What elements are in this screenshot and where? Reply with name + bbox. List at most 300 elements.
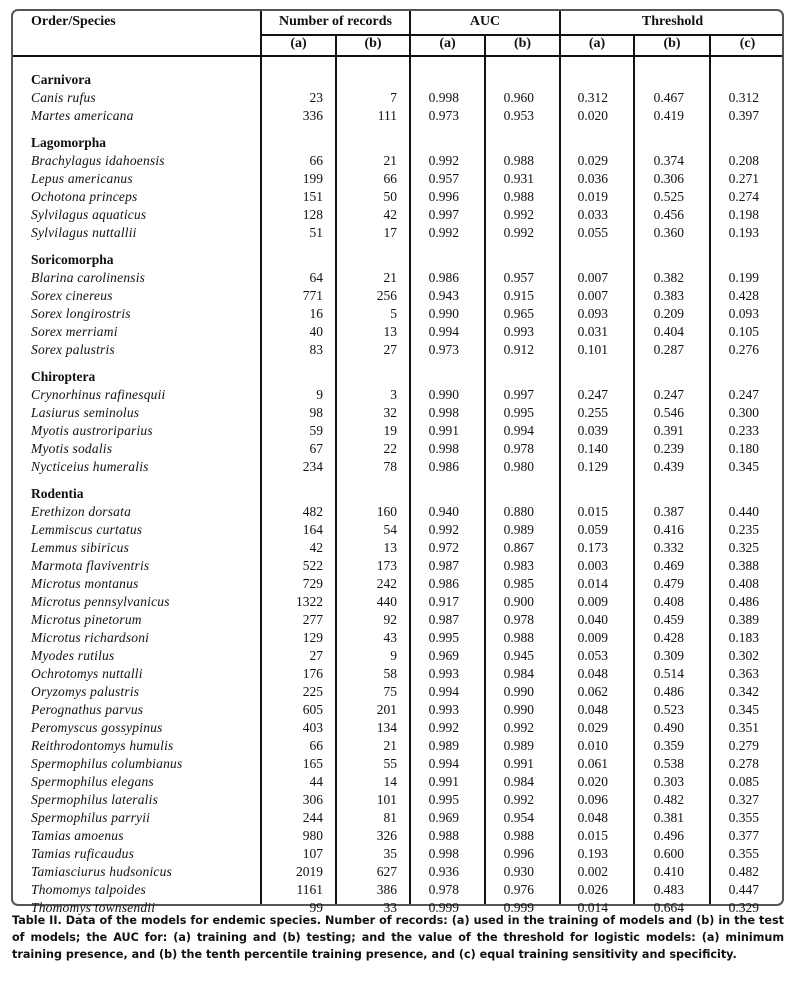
cell-records-a: 176 — [302, 666, 323, 681]
cell-threshold-b: 0.459 — [653, 612, 684, 627]
cell-auc-b: 0.880 — [503, 504, 534, 519]
cell-auc-b: 0.990 — [503, 684, 534, 699]
cell-threshold-b: 0.456 — [653, 207, 684, 222]
cell-threshold-c: 0.345 — [728, 459, 759, 474]
cell-threshold-c: 0.198 — [728, 207, 759, 222]
cell-records-b: 21 — [383, 270, 397, 285]
cell-auc-b: 0.992 — [503, 792, 534, 807]
cell-auc-a: 0.994 — [428, 684, 459, 699]
cell-threshold-a: 0.129 — [577, 459, 608, 474]
cell-auc-b: 0.978 — [503, 441, 534, 456]
cell-threshold-b: 0.332 — [653, 540, 684, 555]
cell-threshold-c: 0.342 — [728, 684, 759, 699]
species-name: Myotis austroriparius — [31, 423, 153, 438]
cell-threshold-b: 0.309 — [653, 648, 684, 663]
cell-records-b: 21 — [383, 153, 397, 168]
cell-threshold-c: 0.408 — [728, 576, 759, 591]
cell-records-a: 16 — [309, 306, 323, 321]
species-name: Ochotona princeps — [31, 189, 138, 204]
cell-auc-b: 0.989 — [503, 738, 534, 753]
cell-auc-b: 0.900 — [503, 594, 534, 609]
cell-records-a: 729 — [302, 576, 323, 591]
cell-threshold-a: 0.173 — [577, 540, 608, 555]
cell-auc-b: 0.989 — [503, 522, 534, 537]
cell-threshold-c: 0.300 — [728, 405, 759, 420]
species-name: Myodes rutilus — [31, 648, 115, 663]
species-name: Perognathus parvus — [31, 702, 144, 717]
cell-threshold-b: 0.419 — [653, 108, 684, 123]
cell-records-b: 21 — [383, 738, 397, 753]
cell-auc-a: 0.973 — [428, 342, 459, 357]
cell-records-a: 128 — [302, 207, 323, 222]
cell-records-b: 14 — [383, 774, 397, 789]
species-name: Lepus americanus — [31, 171, 133, 186]
cell-auc-b: 0.960 — [503, 90, 534, 105]
cell-auc-a: 0.992 — [428, 225, 459, 240]
cell-records-b: 627 — [376, 864, 397, 879]
table-row — [13, 629, 782, 647]
cell-records-a: 66 — [309, 153, 323, 168]
header-divider — [13, 55, 782, 57]
cell-threshold-b: 0.538 — [653, 756, 684, 771]
cell-threshold-a: 0.062 — [577, 684, 608, 699]
cell-threshold-c: 0.345 — [728, 702, 759, 717]
cell-records-b: 440 — [376, 594, 397, 609]
cell-threshold-c: 0.208 — [728, 153, 759, 168]
cell-auc-b: 0.992 — [503, 225, 534, 240]
species-name: Spermophilus lateralis — [31, 792, 159, 807]
cell-auc-b: 0.984 — [503, 666, 534, 681]
table-row — [13, 809, 782, 827]
cell-threshold-b: 0.387 — [653, 504, 684, 519]
cell-auc-b: 0.984 — [503, 774, 534, 789]
cell-auc-a: 0.990 — [428, 306, 459, 321]
cell-threshold-c: 0.482 — [728, 864, 759, 879]
cell-records-a: 164 — [302, 522, 323, 537]
cell-records-b: 78 — [383, 459, 397, 474]
cell-records-b: 32 — [383, 405, 397, 420]
cell-threshold-b: 0.360 — [653, 225, 684, 240]
cell-threshold-b: 0.514 — [653, 666, 684, 681]
cell-threshold-b: 0.381 — [653, 810, 684, 825]
cell-threshold-a: 0.015 — [577, 828, 608, 843]
cell-records-b: 66 — [383, 171, 397, 186]
table-row — [13, 206, 782, 224]
cell-threshold-a: 0.009 — [577, 594, 608, 609]
cell-threshold-c: 0.428 — [728, 288, 759, 303]
table-row — [13, 701, 782, 719]
cell-records-b: 19 — [383, 423, 397, 438]
group-row — [13, 251, 782, 269]
cell-threshold-c: 0.312 — [728, 90, 759, 105]
table-row — [13, 341, 782, 359]
cell-threshold-c: 0.302 — [728, 648, 759, 663]
cell-threshold-b: 0.546 — [653, 405, 684, 420]
cell-auc-a: 0.987 — [428, 558, 459, 573]
cell-records-b: 75 — [383, 684, 397, 699]
cell-records-b: 17 — [383, 225, 397, 240]
table-row — [13, 719, 782, 737]
cell-threshold-b: 0.383 — [653, 288, 684, 303]
cell-records-b: 22 — [383, 441, 397, 456]
species-name: Sylvilagus aquaticus — [31, 207, 147, 222]
cell-records-b: 173 — [376, 558, 397, 573]
cell-auc-b: 0.867 — [503, 540, 534, 555]
cell-auc-b: 0.994 — [503, 423, 534, 438]
cell-records-a: 129 — [302, 630, 323, 645]
species-name: Brachylagus idahoensis — [31, 153, 165, 168]
cell-records-b: 13 — [383, 324, 397, 339]
species-name: Lemmiscus curtatus — [31, 522, 143, 537]
cell-records-b: 33 — [383, 900, 397, 915]
cell-threshold-b: 0.428 — [653, 630, 684, 645]
cell-records-a: 42 — [309, 540, 323, 555]
cell-threshold-a: 0.029 — [577, 153, 608, 168]
cell-threshold-c: 0.388 — [728, 558, 759, 573]
cell-auc-a: 0.969 — [428, 648, 459, 663]
cell-records-a: 44 — [309, 774, 323, 789]
cell-auc-a: 0.991 — [428, 423, 459, 438]
cell-auc-a: 0.943 — [428, 288, 459, 303]
cell-auc-a: 0.992 — [428, 153, 459, 168]
cell-threshold-b: 0.306 — [653, 171, 684, 186]
cell-records-b: 201 — [376, 702, 397, 717]
table-row — [13, 881, 782, 899]
header-auc-b: (b) — [513, 36, 532, 51]
cell-auc-b: 0.988 — [503, 828, 534, 843]
cell-threshold-a: 0.007 — [577, 288, 608, 303]
cell-threshold-b: 0.374 — [653, 153, 684, 168]
cell-records-a: 199 — [302, 171, 323, 186]
cell-auc-a: 0.992 — [428, 522, 459, 537]
cell-records-b: 58 — [383, 666, 397, 681]
cell-records-a: 99 — [309, 900, 323, 915]
cell-records-a: 66 — [309, 738, 323, 753]
cell-records-a: 23 — [309, 90, 323, 105]
header-species: Order/Species — [31, 14, 116, 29]
cell-threshold-a: 0.255 — [577, 405, 608, 420]
cell-threshold-b: 0.600 — [653, 846, 684, 861]
cell-threshold-a: 0.101 — [577, 342, 608, 357]
cell-threshold-c: 0.389 — [728, 612, 759, 627]
cell-threshold-b: 0.439 — [653, 459, 684, 474]
cell-records-a: 83 — [309, 342, 323, 357]
cell-records-a: 234 — [302, 459, 323, 474]
cell-records-a: 980 — [302, 828, 323, 843]
cell-threshold-a: 0.055 — [577, 225, 608, 240]
species-name: Spermophilus elegans — [31, 774, 154, 789]
cell-records-a: 522 — [302, 558, 323, 573]
cell-records-a: 2019 — [296, 864, 323, 879]
table-row — [13, 305, 782, 323]
cell-threshold-b: 0.359 — [653, 738, 684, 753]
cell-threshold-a: 0.040 — [577, 612, 608, 627]
cell-records-b: 81 — [383, 810, 397, 825]
cell-auc-b: 0.993 — [503, 324, 534, 339]
cell-threshold-c: 0.085 — [728, 774, 759, 789]
cell-auc-b: 0.945 — [503, 648, 534, 663]
cell-threshold-a: 0.048 — [577, 666, 608, 681]
cell-auc-a: 0.992 — [428, 720, 459, 735]
cell-auc-a: 0.998 — [428, 846, 459, 861]
cell-auc-b: 0.976 — [503, 882, 534, 897]
cell-auc-a: 0.998 — [428, 405, 459, 420]
cell-threshold-c: 0.279 — [728, 738, 759, 753]
species-name: Microtus montanus — [31, 576, 139, 591]
cell-threshold-c: 0.180 — [728, 441, 759, 456]
species-name: Tamias amoenus — [31, 828, 124, 843]
species-name: Sorex cinereus — [31, 288, 113, 303]
table-row — [13, 665, 782, 683]
cell-records-a: 244 — [302, 810, 323, 825]
cell-auc-a: 0.997 — [428, 207, 459, 222]
cell-threshold-a: 0.003 — [577, 558, 608, 573]
cell-records-b: 27 — [383, 342, 397, 357]
cell-auc-a: 0.972 — [428, 540, 459, 555]
cell-threshold-a: 0.053 — [577, 648, 608, 663]
cell-threshold-b: 0.483 — [653, 882, 684, 897]
cell-auc-a: 0.994 — [428, 756, 459, 771]
table-row — [13, 440, 782, 458]
cell-auc-b: 0.995 — [503, 405, 534, 420]
group-label: Lagomorpha — [31, 135, 107, 150]
cell-threshold-a: 0.036 — [577, 171, 608, 186]
table-row — [13, 323, 782, 341]
cell-threshold-a: 0.031 — [577, 324, 608, 339]
species-name: Canis rufus — [31, 90, 96, 105]
cell-records-b: 35 — [383, 846, 397, 861]
cell-records-a: 51 — [309, 225, 323, 240]
cell-records-a: 403 — [302, 720, 323, 735]
cell-threshold-c: 0.233 — [728, 423, 759, 438]
table-row — [13, 737, 782, 755]
table-row — [13, 152, 782, 170]
group-label: Chiroptera — [31, 369, 96, 384]
cell-threshold-a: 0.048 — [577, 702, 608, 717]
cell-records-b: 54 — [383, 522, 397, 537]
group-row — [13, 134, 782, 152]
cell-threshold-c: 0.440 — [728, 504, 759, 519]
cell-threshold-a: 0.048 — [577, 810, 608, 825]
cell-threshold-a: 0.026 — [577, 882, 608, 897]
cell-threshold-a: 0.010 — [577, 738, 608, 753]
table-row — [13, 89, 782, 107]
cell-threshold-a: 0.033 — [577, 207, 608, 222]
cell-records-b: 160 — [376, 504, 397, 519]
cell-threshold-a: 0.312 — [577, 90, 608, 105]
cell-threshold-a: 0.140 — [577, 441, 608, 456]
cell-auc-b: 0.992 — [503, 207, 534, 222]
cell-threshold-c: 0.397 — [728, 108, 759, 123]
cell-threshold-b: 0.469 — [653, 558, 684, 573]
cell-threshold-a: 0.002 — [577, 864, 608, 879]
header-records-b: (b) — [364, 36, 382, 51]
species-name: Microtus pennsylvanicus — [31, 594, 170, 609]
cell-auc-a: 0.989 — [428, 738, 459, 753]
cell-auc-b: 0.980 — [503, 459, 534, 474]
cell-auc-b: 0.991 — [503, 756, 534, 771]
table-row — [13, 773, 782, 791]
species-name: Lasiurus seminolus — [31, 405, 140, 420]
cell-records-b: 101 — [376, 792, 397, 807]
cell-records-a: 40 — [309, 324, 323, 339]
cell-threshold-a: 0.020 — [577, 108, 608, 123]
cell-threshold-b: 0.391 — [653, 423, 684, 438]
cell-auc-a: 0.969 — [428, 810, 459, 825]
cell-records-b: 134 — [376, 720, 397, 735]
cell-threshold-a: 0.015 — [577, 504, 608, 519]
cell-threshold-c: 0.276 — [728, 342, 759, 357]
species-name: Lemmus sibiricus — [31, 540, 130, 555]
cell-auc-b: 0.931 — [503, 171, 534, 186]
table-row — [13, 386, 782, 404]
cell-threshold-a: 0.009 — [577, 630, 608, 645]
cell-auc-b: 0.996 — [503, 846, 534, 861]
cell-auc-a: 0.994 — [428, 324, 459, 339]
table-row — [13, 170, 782, 188]
cell-auc-a: 0.986 — [428, 270, 459, 285]
species-name: Ochrotomys nuttalli — [31, 666, 143, 681]
cell-records-a: 771 — [302, 288, 323, 303]
cell-threshold-c: 0.351 — [728, 720, 759, 735]
cell-records-b: 55 — [383, 756, 397, 771]
cell-auc-a: 0.995 — [428, 630, 459, 645]
table-row — [13, 647, 782, 665]
cell-threshold-a: 0.247 — [577, 387, 608, 402]
cell-threshold-a: 0.019 — [577, 189, 608, 204]
cell-records-b: 242 — [376, 576, 397, 591]
cell-threshold-b: 0.490 — [653, 720, 684, 735]
cell-threshold-a: 0.020 — [577, 774, 608, 789]
table-row — [13, 107, 782, 125]
table-row — [13, 188, 782, 206]
table-row — [13, 404, 782, 422]
cell-records-a: 64 — [309, 270, 323, 285]
header-threshold: Threshold — [641, 14, 704, 29]
species-name: Tamias ruficaudus — [31, 846, 135, 861]
species-name: Myotis sodalis — [31, 441, 113, 456]
cell-threshold-b: 0.239 — [653, 441, 684, 456]
cell-records-a: 605 — [302, 702, 323, 717]
species-name: Thomomys talpoides — [31, 882, 146, 897]
cell-records-b: 3 — [390, 387, 397, 402]
cell-records-b: 256 — [376, 288, 397, 303]
cell-threshold-c: 0.327 — [728, 792, 759, 807]
header-threshold-c: (c) — [739, 36, 756, 51]
cell-threshold-a: 0.039 — [577, 423, 608, 438]
cell-auc-a: 0.995 — [428, 792, 459, 807]
cell-records-a: 67 — [309, 441, 323, 456]
table-row — [13, 593, 782, 611]
cell-threshold-a: 0.014 — [577, 900, 608, 915]
group-row — [13, 368, 782, 386]
species-name: Blarina carolinensis — [31, 270, 146, 285]
table-row — [13, 845, 782, 863]
cell-threshold-b: 0.486 — [653, 684, 684, 699]
cell-threshold-b: 0.467 — [653, 90, 684, 105]
cell-threshold-c: 0.271 — [728, 171, 759, 186]
cell-threshold-c: 0.093 — [728, 306, 759, 321]
cell-records-b: 326 — [376, 828, 397, 843]
cell-auc-b: 0.990 — [503, 702, 534, 717]
species-name: Sorex palustris — [31, 342, 115, 357]
cell-threshold-a: 0.029 — [577, 720, 608, 735]
species-name: Erethizon dorsata — [31, 504, 132, 519]
cell-threshold-b: 0.382 — [653, 270, 684, 285]
species-name: Oryzomys palustris — [31, 684, 140, 699]
cell-auc-b: 0.988 — [503, 630, 534, 645]
cell-threshold-b: 0.287 — [653, 342, 684, 357]
cell-auc-a: 0.999 — [428, 900, 459, 915]
cell-threshold-b: 0.482 — [653, 792, 684, 807]
cell-auc-a: 0.998 — [428, 90, 459, 105]
cell-records-b: 42 — [383, 207, 397, 222]
species-name: Reithrodontomys humulis — [31, 738, 174, 753]
table-row — [13, 503, 782, 521]
cell-records-b: 111 — [377, 108, 397, 123]
cell-threshold-c: 0.355 — [728, 810, 759, 825]
table-row — [13, 224, 782, 242]
cell-threshold-c: 0.278 — [728, 756, 759, 771]
cell-threshold-b: 0.209 — [653, 306, 684, 321]
species-name: Sorex merriami — [31, 324, 118, 339]
cell-auc-a: 0.973 — [428, 108, 459, 123]
cell-threshold-c: 0.355 — [728, 846, 759, 861]
cell-auc-a: 0.993 — [428, 702, 459, 717]
cell-records-a: 482 — [302, 504, 323, 519]
cell-threshold-c: 0.235 — [728, 522, 759, 537]
species-name: Nycticeius humeralis — [31, 459, 149, 474]
cell-threshold-b: 0.303 — [653, 774, 684, 789]
species-name: Sylvilagus nuttallii — [31, 225, 137, 240]
cell-records-b: 386 — [376, 882, 397, 897]
species-name: Microtus richardsoni — [31, 630, 150, 645]
table-caption: Table II. Data of the models for endemic species. Number of records: (a) used in the training of models and (b) in the test of models; the AUC for: (a) training and (b) testing; and the value of the threshold for logistic models: (a) minimum training presence, and (b) the tenth percentile training presence, and (c) equal training sensitivity and specificity. — [12, 914, 784, 961]
header-auc: AUC — [469, 14, 501, 29]
cell-records-b: 92 — [383, 612, 397, 627]
cell-records-a: 9 — [316, 387, 323, 402]
cell-records-a: 336 — [302, 108, 323, 123]
species-name: Crynorhinus rafinesquii — [31, 387, 166, 402]
data-table — [11, 9, 784, 915]
cell-threshold-b: 0.408 — [653, 594, 684, 609]
table-body — [13, 71, 782, 917]
cell-records-a: 1322 — [296, 594, 323, 609]
cell-records-a: 306 — [302, 792, 323, 807]
cell-auc-b: 0.915 — [503, 288, 534, 303]
cell-auc-b: 0.930 — [503, 864, 534, 879]
cell-records-b: 5 — [390, 306, 397, 321]
cell-auc-b: 0.988 — [503, 153, 534, 168]
table-row — [13, 683, 782, 701]
species-name: Spermophilus columbianus — [31, 756, 183, 771]
cell-threshold-a: 0.014 — [577, 576, 608, 591]
table-row — [13, 863, 782, 881]
cell-auc-b: 0.953 — [503, 108, 534, 123]
table-row — [13, 422, 782, 440]
cell-auc-a: 0.993 — [428, 666, 459, 681]
table-row — [13, 755, 782, 773]
cell-records-a: 59 — [309, 423, 323, 438]
group-label: Carnivora — [31, 72, 91, 87]
cell-threshold-c: 0.193 — [728, 225, 759, 240]
table-row — [13, 827, 782, 845]
cell-auc-b: 0.988 — [503, 189, 534, 204]
cell-auc-a: 0.991 — [428, 774, 459, 789]
table-row — [13, 269, 782, 287]
cell-threshold-b: 0.525 — [653, 189, 684, 204]
cell-threshold-a: 0.093 — [577, 306, 608, 321]
